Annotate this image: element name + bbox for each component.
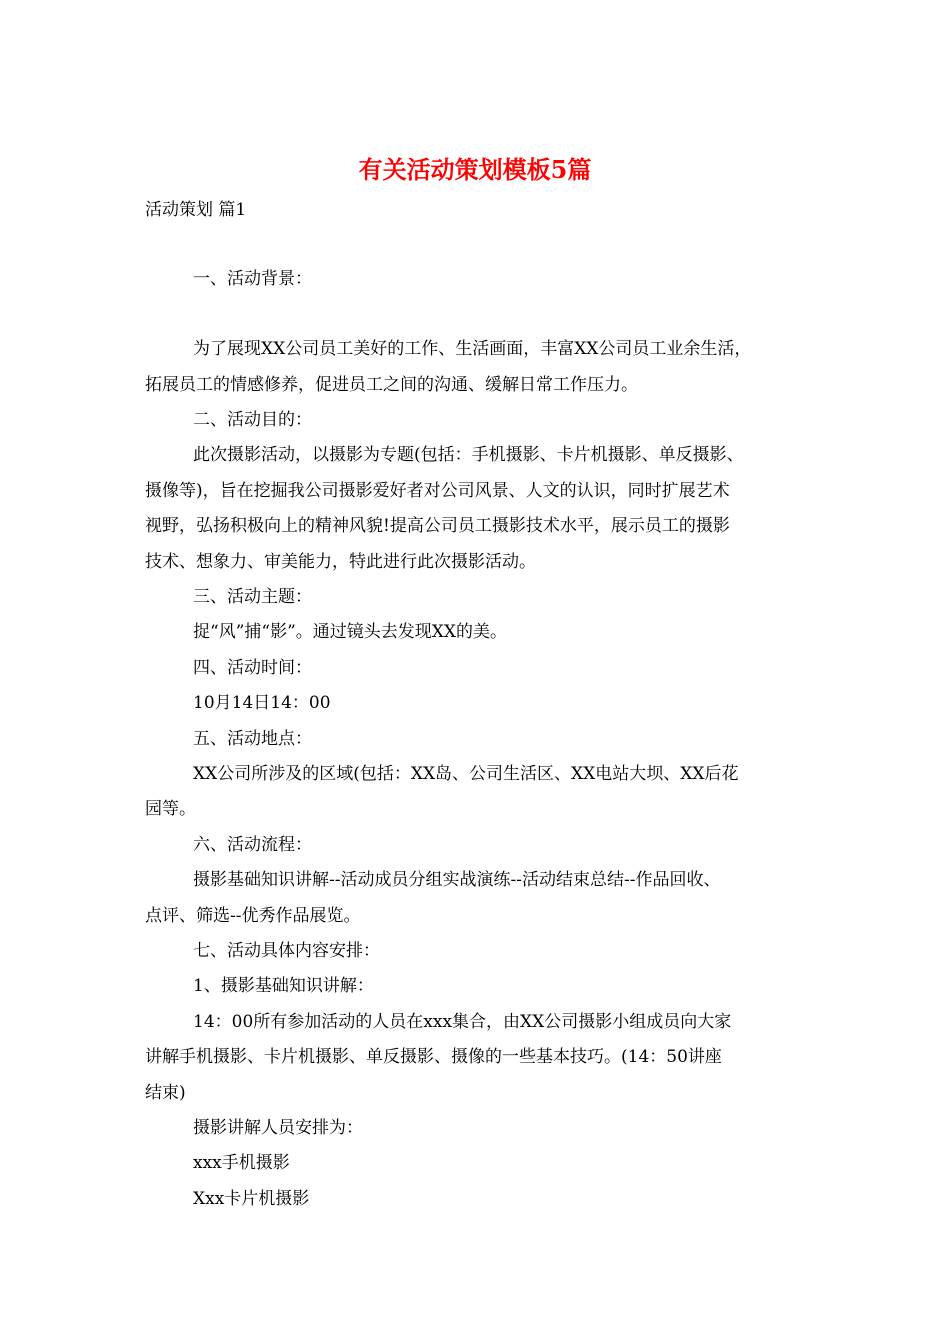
paragraph-line: 六、活动流程： bbox=[193, 835, 312, 855]
paragraph-line: 10月14日14：00 bbox=[193, 693, 331, 713]
paragraph-line: 捉“风”捕“影”。通过镜头去发现XX的美。 bbox=[193, 622, 507, 642]
paragraph-line: xxx手机摄影 bbox=[193, 1153, 290, 1173]
paragraph-line: 摄影基础知识讲解--活动成员分组实战演练--活动结束总结--作品回收、 bbox=[193, 870, 721, 890]
paragraph-line: 园等。 bbox=[145, 799, 196, 819]
paragraph-line: 摄影讲解人员安排为： bbox=[193, 1118, 363, 1138]
paragraph-line: 视野，弘扬积极向上的精神风貌!提高公司员工摄影技术水平，展示员工的摄影 bbox=[145, 516, 730, 536]
paragraph-line: 此次摄影活动，以摄影为专题(包括：手机摄影、卡片机摄影、单反摄影、 bbox=[193, 445, 744, 465]
paragraph-line: 14：00所有参加活动的人员在xxx集合，由XX公司摄影小组成员向大家 bbox=[193, 1012, 732, 1032]
paragraph-line: 四、活动时间： bbox=[193, 658, 312, 678]
paragraph-line: 五、活动地点： bbox=[193, 729, 312, 749]
paragraph-line: XX公司所涉及的区域(包括：XX岛、公司生活区、XX电站大坝、XX后花 bbox=[193, 764, 739, 784]
paragraph-line: 技术、想象力、审美能力，特此进行此次摄影活动。 bbox=[145, 552, 536, 572]
paragraph-line: 七、活动具体内容安排： bbox=[193, 941, 380, 961]
paragraph-line: 三、活动主题： bbox=[193, 587, 312, 607]
section-heading: 活动策划 篇1 bbox=[145, 200, 247, 220]
paragraph-line: 结束) bbox=[145, 1083, 186, 1103]
paragraph-line: Xxx卡片机摄影 bbox=[193, 1189, 310, 1209]
paragraph-line: 讲解手机摄影、卡片机摄影、单反摄影、摄像的一些基本技巧。(14：50讲座 bbox=[145, 1047, 722, 1067]
paragraph-line: 一、活动背景： bbox=[193, 269, 312, 289]
paragraph-line: 二、活动目的： bbox=[193, 410, 312, 430]
paragraph-line: 1、摄影基础知识讲解： bbox=[193, 976, 374, 996]
paragraph-line: 拓展员工的情感修养，促进员工之间的沟通、缓解日常工作压力。 bbox=[145, 375, 638, 395]
paragraph-line: 摄像等)，旨在挖掘我公司摄影爱好者对公司风景、人文的认识，同时扩展艺术 bbox=[145, 481, 730, 501]
paragraph-line: 为了展现XX公司员工美好的工作、生活画面，丰富XX公司员工业余生活， bbox=[193, 339, 752, 359]
document-title: 有关活动策划模板5篇 bbox=[358, 155, 592, 184]
paragraph-line: 点评、筛选--优秀作品展览。 bbox=[145, 906, 361, 926]
